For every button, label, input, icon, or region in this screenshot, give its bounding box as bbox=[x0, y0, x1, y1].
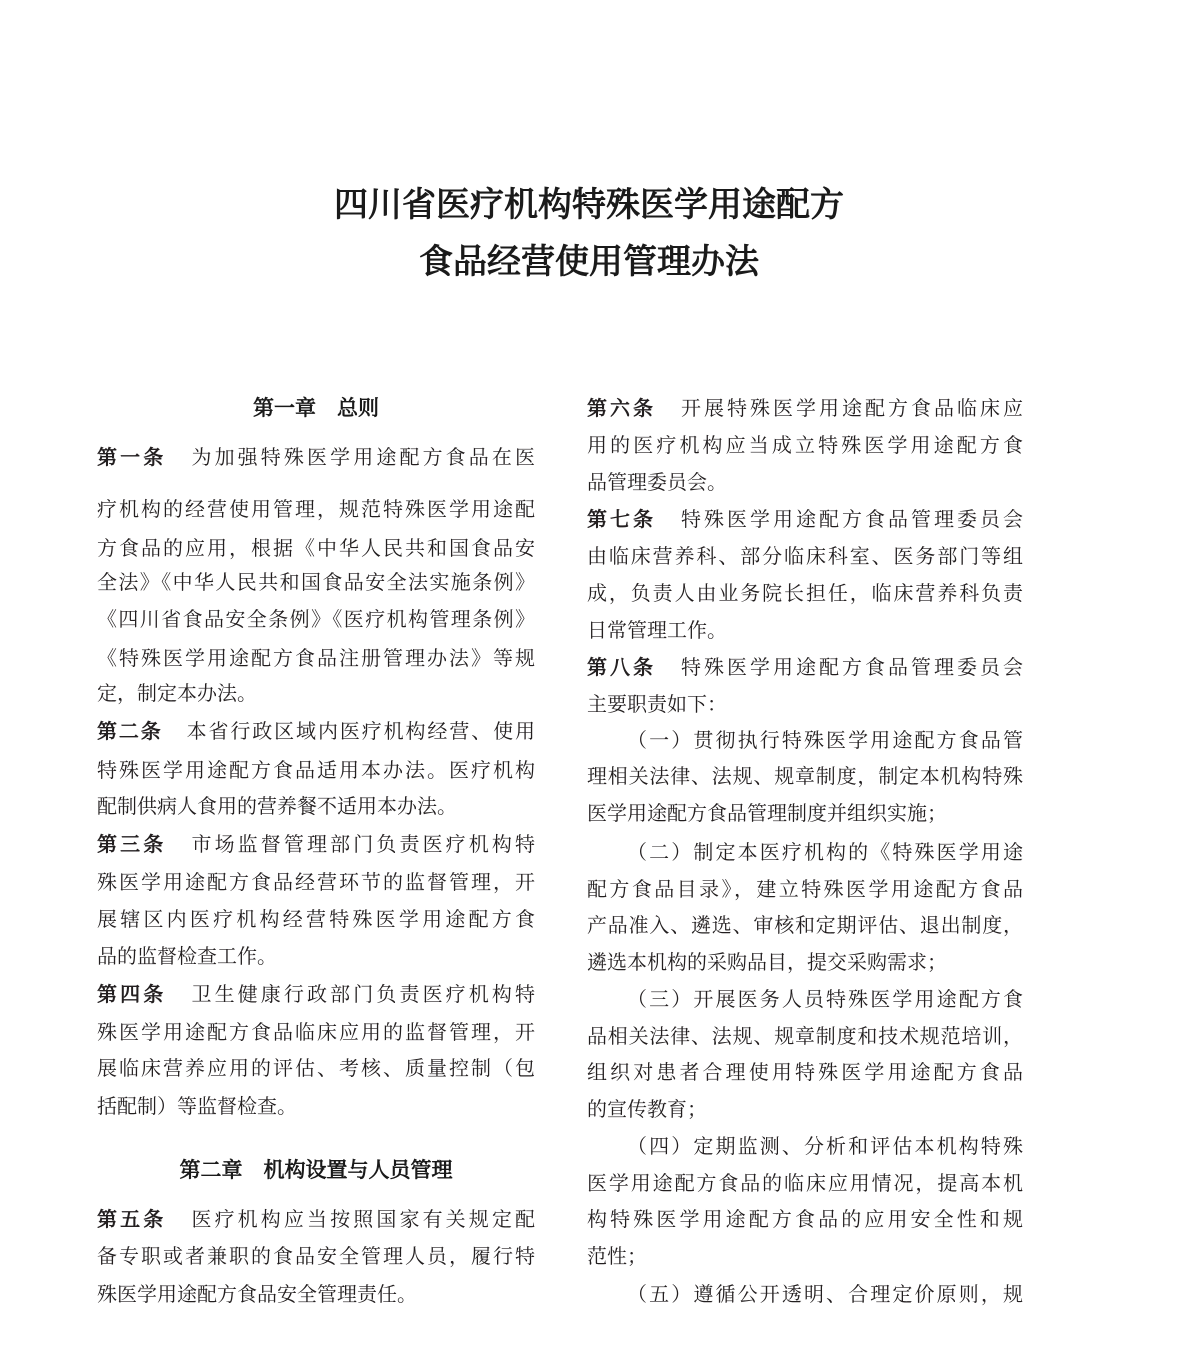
article-5-line-1: 第五条 医疗机构应当按照国家有关规定配 bbox=[97, 1207, 536, 1231]
article-3-line-1: 第三条 市场监督管理部门负责医疗机构特 bbox=[97, 832, 536, 856]
item-1-line-3: 医学用途配方食品管理制度并组织实施； bbox=[587, 801, 947, 825]
article-1-label: 第一条 bbox=[97, 445, 167, 469]
item-3-line-4: 的宣传教育； bbox=[587, 1097, 707, 1121]
item-3-line-3: 组织对患者合理使用特殊医学用途配方食品 bbox=[587, 1060, 1023, 1084]
article-3-line-4: 品的监督检查工作。 bbox=[97, 944, 277, 968]
document-title-line-1: 四川省医疗机构特殊医学用途配方 bbox=[334, 185, 844, 225]
article-4-line-2: 殊医学用途配方食品临床应用的监督管理，开 bbox=[97, 1020, 535, 1044]
item-4-line-4: 范性； bbox=[587, 1244, 647, 1268]
article-7-line-1: 第七条 特殊医学用途配方食品管理委员会 bbox=[587, 507, 1023, 531]
item-5-line-1: （五）遵循公开透明、合理定价原则，规 bbox=[627, 1282, 1023, 1306]
article-8-line-2: 主要职责如下： bbox=[587, 692, 727, 716]
article-3-line-3: 展辖区内医疗机构经营特殊医学用途配方食 bbox=[97, 907, 535, 931]
article-2-line-2: 特殊医学用途配方食品适用本办法。医疗机构 bbox=[97, 758, 535, 782]
article-1-line-2: 疗机构的经营使用管理，规范特殊医学用途配 bbox=[97, 497, 535, 521]
item-1-line-1: （一）贯彻执行特殊医学用途配方食品管 bbox=[627, 728, 1023, 752]
article-1-line-7: 定，制定本办法。 bbox=[97, 681, 257, 705]
article-5-line-3: 殊医学用途配方食品安全管理责任。 bbox=[97, 1282, 417, 1306]
item-1-line-2: 理相关法律、法规、规章制度，制定本机构特殊 bbox=[587, 764, 1023, 788]
article-1-line-1: 第一条 为加强特殊医学用途配方食品在医 bbox=[97, 445, 536, 469]
article-1-line-3: 方食品的应用，根据《中华人民共和国食品安 bbox=[97, 536, 535, 560]
article-7-line-4: 日常管理工作。 bbox=[587, 618, 727, 642]
article-2-label: 第二条 bbox=[97, 719, 163, 743]
article-2-line-1: 第二条 本省行政区域内医疗机构经营、使用 bbox=[97, 719, 536, 743]
chapter-heading-1: 第一章 总则 bbox=[253, 396, 379, 420]
article-8-label: 第八条 bbox=[587, 655, 656, 679]
article-1-line-6: 《特殊医学用途配方食品注册管理办法》等规 bbox=[97, 646, 535, 670]
article-5-line-2: 备专职或者兼职的食品安全管理人员，履行特 bbox=[97, 1244, 535, 1268]
article-5-label: 第五条 bbox=[97, 1207, 167, 1231]
article-3-label: 第三条 bbox=[97, 832, 167, 856]
article-4-line-1: 第四条 卫生健康行政部门负责医疗机构特 bbox=[97, 982, 536, 1006]
item-2-line-2: 配方食品目录》，建立特殊医学用途配方食品 bbox=[587, 877, 1023, 901]
item-2-line-1: （二）制定本医疗机构的《特殊医学用途 bbox=[627, 840, 1023, 864]
article-6-line-1: 第六条 开展特殊医学用途配方食品临床应 bbox=[587, 396, 1023, 420]
article-7-line-3: 成，负责人由业务院长担任，临床营养科负责 bbox=[587, 581, 1023, 605]
chapter-heading-2: 第二章 机构设置与人员管理 bbox=[179, 1158, 453, 1182]
article-6-line-2: 用的医疗机构应当成立特殊医学用途配方食 bbox=[587, 433, 1023, 457]
article-6-label: 第六条 bbox=[587, 396, 656, 420]
article-1-line-4: 全法》《中华人民共和国食品安全法实施条例》 bbox=[97, 570, 535, 594]
article-4-line-3: 展临床营养应用的评估、考核、质量控制（包 bbox=[97, 1056, 535, 1080]
article-4-label: 第四条 bbox=[97, 982, 167, 1006]
item-3-line-2: 品相关法律、法规、规章制度和技术规范培训， bbox=[587, 1024, 1023, 1048]
article-6-line-3: 品管理委员会。 bbox=[587, 470, 727, 494]
item-2-line-4: 遴选本机构的采购品目，提交采购需求； bbox=[587, 950, 947, 974]
article-7-line-2: 由临床营养科、部分临床科室、医务部门等组 bbox=[587, 544, 1023, 568]
article-1-line-5: 《四川省食品安全条例》《医疗机构管理条例》 bbox=[97, 607, 535, 631]
article-8-line-1: 第八条 特殊医学用途配方食品管理委员会 bbox=[587, 655, 1023, 679]
article-2-line-3: 配制供病人食用的营养餐不适用本办法。 bbox=[97, 794, 457, 818]
item-3-line-1: （三）开展医务人员特殊医学用途配方食 bbox=[627, 987, 1023, 1011]
item-4-line-3: 构特殊医学用途配方食品的应用安全性和规 bbox=[587, 1207, 1023, 1231]
document-title-line-2: 食品经营使用管理办法 bbox=[419, 242, 759, 282]
article-3-line-2: 殊医学用途配方食品经营环节的监督管理，开 bbox=[97, 870, 535, 894]
item-2-line-3: 产品准入、遴选、审核和定期评估、退出制度， bbox=[587, 913, 1023, 937]
item-4-line-2: 医学用途配方食品的临床应用情况，提高本机 bbox=[587, 1171, 1023, 1195]
article-7-label: 第七条 bbox=[587, 507, 656, 531]
article-4-line-4: 括配制）等监督检查。 bbox=[97, 1094, 297, 1118]
item-4-line-1: （四）定期监测、分析和评估本机构特殊 bbox=[627, 1134, 1023, 1158]
